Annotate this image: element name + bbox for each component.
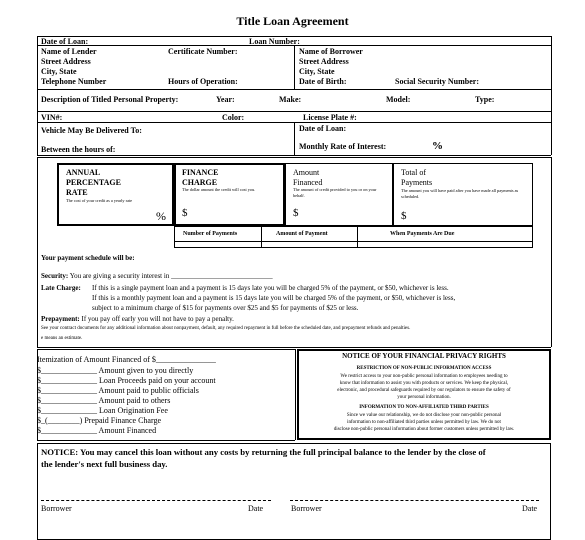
total-payments-title: Total of Payments [401,168,433,187]
itemization-line: $______________ Loan Proceeds paid on your account [37,376,216,385]
itemization-line: $______________ Loan Origination Fee [37,406,168,415]
apr-percent-symbol: % [156,209,166,223]
vin-label: VIN#: [41,113,63,122]
delivered-to-label: Vehicle May Be Delivered To: [41,126,142,135]
license-plate-label: License Plate #: [303,113,357,122]
prepayment-line: Prepayment: If you pay off early you will not have to pay a penalty. [41,315,234,323]
page-title: Title Loan Agreement [236,14,349,28]
schedule-col-due: When Payments Are Due [390,231,455,237]
borrower-street-label: Street Address [299,57,349,66]
schedule-col-number: Number of Payments [183,231,238,237]
finance-charge-dollar: $ [182,207,188,219]
between-hours-label: Between the hours of: [41,145,116,154]
property-description-label: Description of Titled Personal Property: [41,95,179,104]
borrower-name-label: Name of Borrower [299,47,363,56]
date-of-birth-label: Date of Birth: [299,77,347,86]
itemization-line: $_(________) Prepaid Finance Charge [37,416,162,425]
apr-title: ANNUAL PERCENTAGE RATE [66,168,121,197]
year-label: Year: [216,95,235,104]
borrower-signature-label-2: Borrower [291,504,322,513]
cancel-notice-line-2: the lender's next full business day. [41,459,168,469]
hours-of-operation-label: Hours of Operation: [168,77,238,86]
date-signature-label-1: Date [248,504,264,513]
loan-number-label: Loan Number: [249,37,300,46]
finance-charge-title: FINANCE CHARGE [182,168,219,187]
privacy-body-2: information to non-affiliated third parties unless permitted by law. We do not [347,420,501,425]
itemization-line: $______________ Amount paid to public officials [37,386,199,395]
model-label: Model: [386,95,411,104]
contract-note: See your contract documents for any additional information about nonpayment, default, any required repayment in full before the scheduled date, and prepayment refunds and penalties. [41,326,411,331]
late-charge-line-3: subject to a minimum charge of $15 for payments over $25 and $5 for payments of $25 or less. [92,304,359,312]
color-label: Color: [222,113,245,122]
itemization-line: $______________ Amount paid to others [37,396,171,405]
schedule-col-amount: Amount of Payment [276,231,328,237]
lender-telephone-label: Telephone Number [41,77,107,86]
borrower-city-label: City, State [299,67,335,76]
borrower-signature-label-1: Borrower [41,504,72,513]
security-line: Security: You are giving a security interest in _____________________________ [41,272,273,280]
amount-financed-description: The amount of credit provided to you or on your behalf. [293,187,377,198]
privacy-heading: NOTICE OF YOUR FINANCIAL PRIVACY RIGHTS [342,352,506,360]
cancel-notice-line-1: NOTICE: You may cancel this loan without any costs by returning the full principal balance to the lender by the close of [41,447,486,457]
total-payments-description: The amount you will have paid after you have made all payments as scheduled. [401,188,519,199]
privacy-body-1: know that information to assist you with products or services. We keep the physical, [339,381,509,386]
lender-street-label: Street Address [41,57,91,66]
payment-schedule-label: Your payment schedule will be: [41,254,135,262]
late-charge-line-2: If this is a monthly payment loan and a payment is 15 days late you will be charged 5% of the payment, or $50, whichever is less, [92,294,456,302]
privacy-body-1: your personal information. [397,395,451,400]
late-charge-line-1: If this is a single payment loan and a payment is 15 days late you will be charged 5% of the payment, or $50, whichever is less. [92,284,449,292]
privacy-body-2: Since we value our relationship, we do not disclose your non-public personal [346,413,502,418]
finance-charge-description: The dollar amount the credit will cost you. [182,187,256,192]
privacy-subheading-1: RESTRICTION OF NON-PUBLIC INFORMATION ACCESS [356,366,492,371]
date-of-loan-label: Date of Loan: [41,37,89,46]
monthly-rate-percent: % [432,140,443,152]
amount-financed-dollar: $ [293,207,299,219]
certificate-number-label: Certificate Number: [168,47,238,56]
itemization-line: $______________ Amount given to you directly [37,366,194,375]
apr-description: The cost of your credit as a yearly rate [66,198,133,203]
amount-financed-title: Amount Financed [293,168,323,187]
privacy-subheading-2: INFORMATION TO NON-AFFILIATED THIRD PARTIES [359,405,489,410]
privacy-body-2: disclose non-public personal information about former customers unless permitted by law. [333,427,515,432]
itemization-heading: Itemization of Amount Financed of $_______________ [37,355,216,364]
monthly-rate-label: Monthly Rate of Interest: [299,142,387,151]
late-charge-label: Late Charge: [41,284,81,292]
type-label: Type: [475,95,495,104]
ssn-label: Social Security Number: [395,77,479,86]
privacy-body-1: We restrict access to your non-public personal information to employees needing to [340,374,508,379]
lender-name-label: Name of Lender [41,47,97,56]
lender-city-label: City, State [41,67,77,76]
total-payments-dollar: $ [401,210,407,222]
privacy-body-1: electronic, and procedural safeguards required by our regulators to ensure the safety of [337,388,511,393]
vehicle-date-of-loan-label: Date of Loan: [299,124,347,133]
date-signature-label-2: Date [522,504,538,513]
itemization-line: $______________ Amount Financed [37,426,157,435]
estimate-note: e means an estimate. [41,336,83,341]
make-label: Make: [279,95,302,104]
